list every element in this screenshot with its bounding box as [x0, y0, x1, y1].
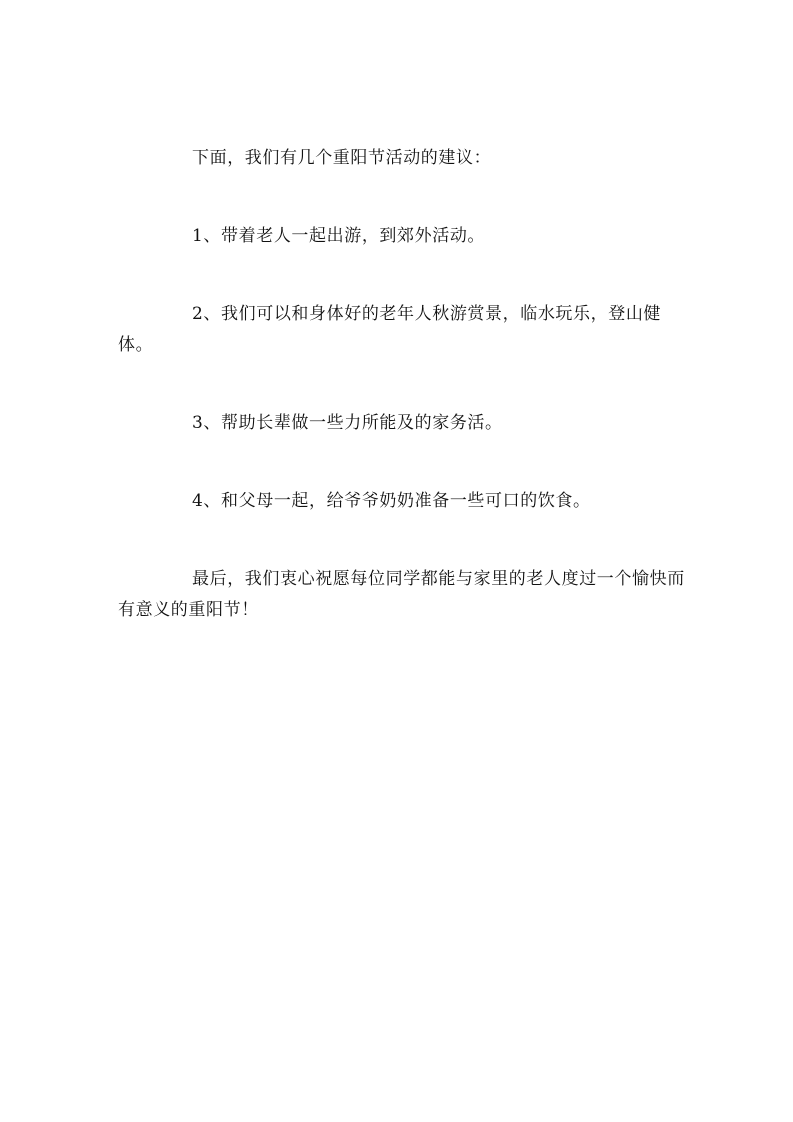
paragraph-suggestion-1: 1、带着老人一起出游，到郊外活动。 — [192, 226, 486, 246]
paragraph-suggestion-3: 3、帮助长辈做一些力所能及的家务活。 — [192, 413, 503, 433]
paragraph-intro: 下面，我们有几个重阳节活动的建议： — [192, 148, 492, 168]
paragraph-suggestion-2: 2、我们可以和身体好的老年人秋游赏景，临水玩乐，登山健体。 — [118, 304, 662, 355]
paragraph-closing: 最后，我们衷心祝愿每位同学都能与家里的老人度过一个愉快而有意义的重阳节！ — [118, 569, 685, 620]
paragraph-suggestion-4: 4、和父母一起，给爷爷奶奶准备一些可口的饮食。 — [192, 491, 591, 511]
document-body — [118, 143, 686, 626]
